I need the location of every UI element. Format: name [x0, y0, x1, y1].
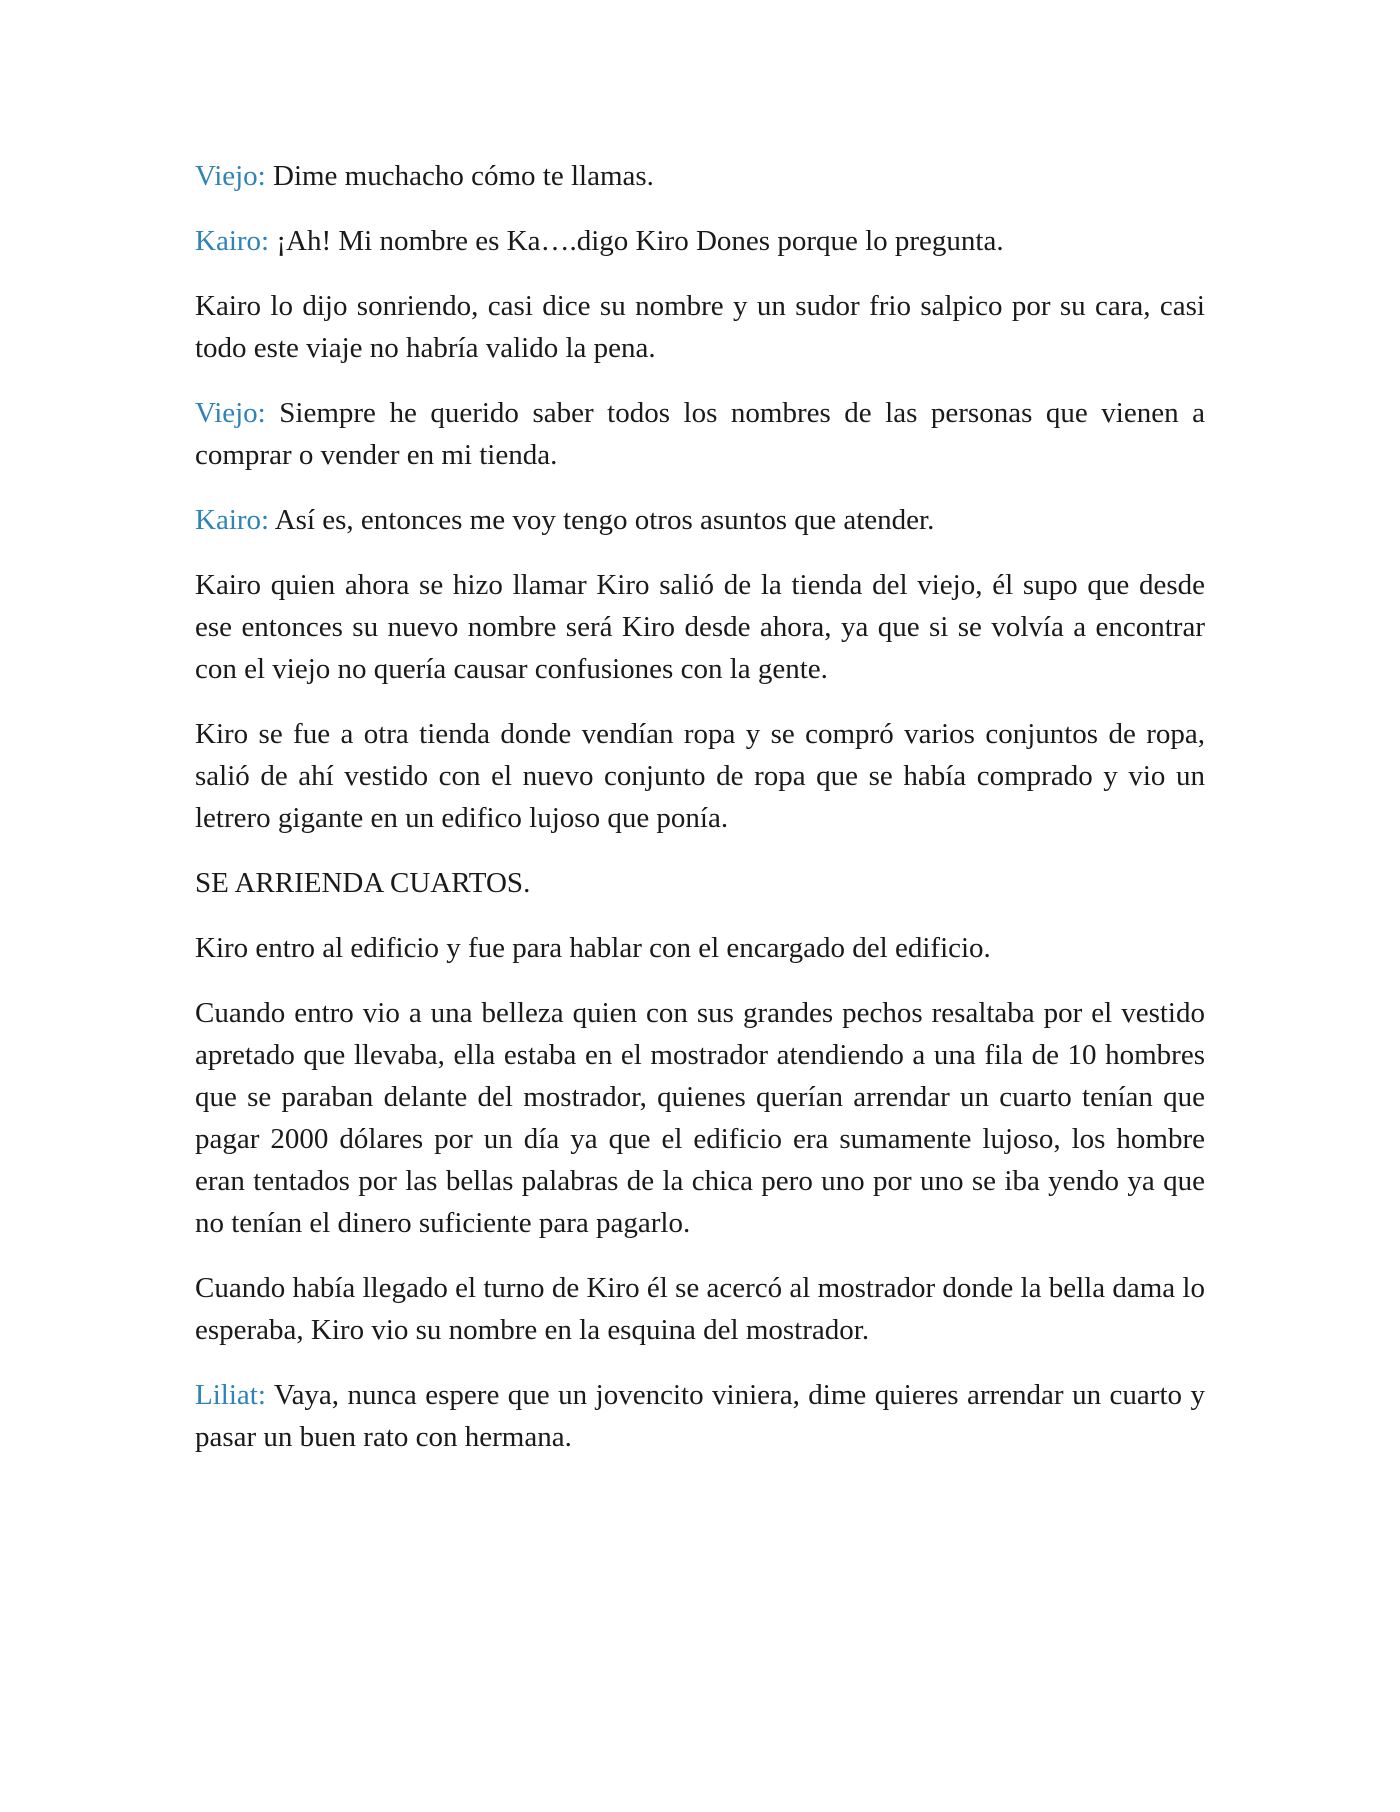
paragraph-text: Kairo quien ahora se hizo llamar Kiro salió de la tienda del viejo, él supo que desde ese entonces su nuevo nombre será Kiro desde ahora, ya que si se volvía a encontrar con el viejo no quería causar confusiones con la gente. [195, 569, 1205, 685]
paragraph-text: ¡Ah! Mi nombre es Ka….digo Kiro Dones porque lo pregunta. [269, 225, 1004, 257]
document-page [195, 155, 1205, 1481]
paragraph-text: SE ARRIENDA CUARTOS. [195, 867, 531, 899]
speaker-label: Kairo: [195, 504, 270, 536]
paragraph-text: Dime muchacho cómo te llamas. [265, 160, 654, 192]
speaker-label: Liliat: [195, 1379, 266, 1411]
narrative-paragraph [195, 992, 1205, 1244]
paragraph-text: Así es, entonces me voy tengo otros asuntos que atender. [269, 504, 935, 536]
dialogue-paragraph [195, 1374, 1205, 1458]
dialogue-paragraph [195, 155, 1205, 197]
paragraph-text: Kiro se fue a otra tienda donde vendían ropa y se compró varios conjuntos de ropa, salió de ahí vestido con el nuevo conjunto de ropa que se había comprado y vio un letrero gigante en un edifico lujoso que ponía. [195, 718, 1205, 834]
paragraph-text: Siempre he querido saber todos los nombres de las personas que vienen a comprar o vender en mi tienda. [195, 397, 1205, 471]
paragraph-text: Cuando entro vio a una belleza quien con sus grandes pechos resaltaba por el vestido apretado que llevaba, ella estaba en el mostrador atendiendo a una fila de 10 hombres que se paraban delante del mostrador, quienes querían arrendar un cuarto tenían que pagar 2000 dólares por un día ya que el edificio era sumamente lujoso, los hombre eran tentados por las bellas palabras de la chica pero uno por uno se iba yendo ya que no tenían el dinero suficiente para pagarlo. [195, 997, 1205, 1239]
narrative-paragraph [195, 285, 1205, 369]
speaker-label: Viejo: [195, 160, 266, 192]
paragraph-text: Cuando había llegado el turno de Kiro él se acercó al mostrador donde la bella dama lo esperaba, Kiro vio su nombre en la esquina del mostrador. [195, 1272, 1205, 1346]
paragraph-text: Vaya, nunca espere que un jovencito viniera, dime quieres arrendar un cuarto y pasar un buen rato con hermana. [195, 1379, 1205, 1453]
dialogue-paragraph [195, 392, 1205, 476]
narrative-paragraph [195, 564, 1205, 690]
dialogue-paragraph [195, 499, 1205, 541]
sign-text-paragraph [195, 862, 1205, 904]
speaker-label: Viejo: [195, 397, 266, 429]
narrative-paragraph [195, 1267, 1205, 1351]
narrative-paragraph [195, 713, 1205, 839]
speaker-label: Kairo: [195, 225, 270, 257]
paragraph-text: Kiro entro al edificio y fue para hablar con el encargado del edificio. [195, 932, 991, 964]
dialogue-paragraph [195, 220, 1205, 262]
narrative-paragraph [195, 927, 1205, 969]
paragraph-text: Kairo lo dijo sonriendo, casi dice su nombre y un sudor frio salpico por su cara, casi todo este viaje no habría valido la pena. [195, 290, 1205, 364]
